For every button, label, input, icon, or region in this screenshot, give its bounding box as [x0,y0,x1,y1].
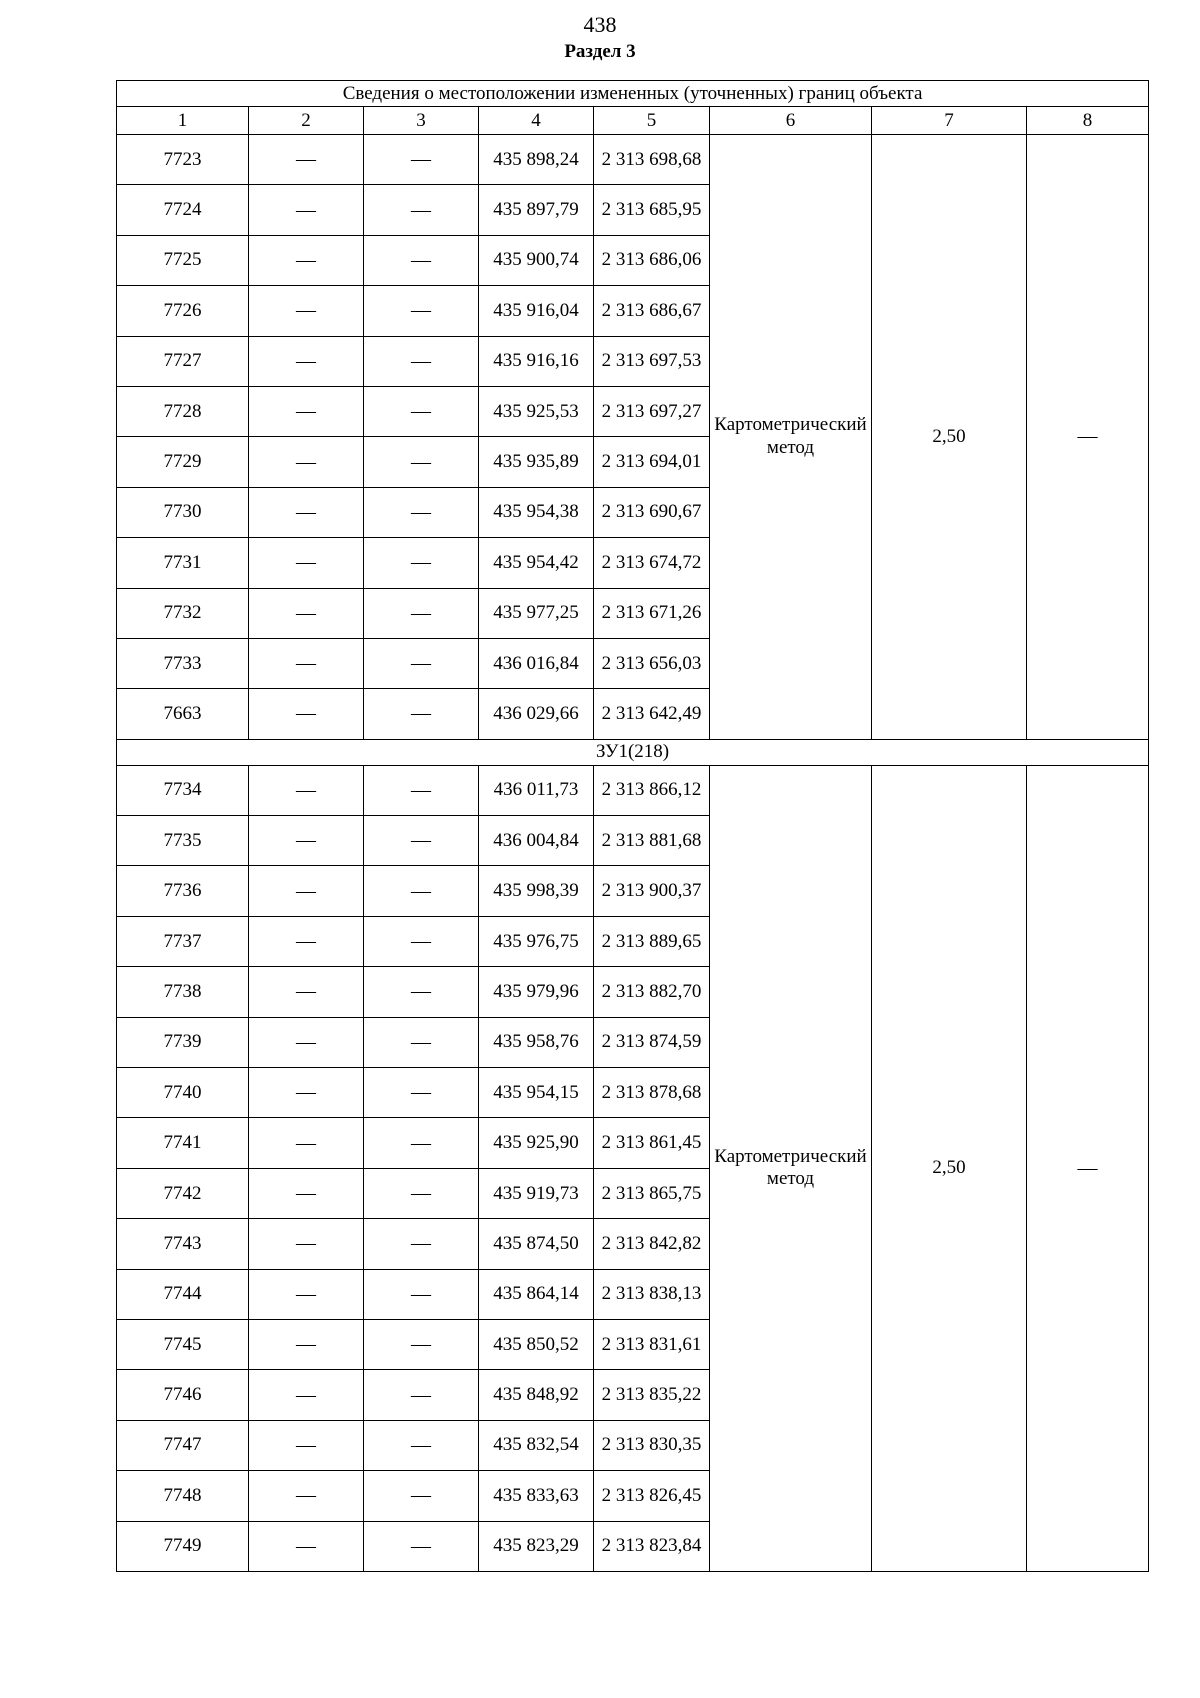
column-number: 4 [479,107,594,135]
column-number-row [117,107,1149,135]
x-coordinate-cell: 435 833,63 [479,1471,594,1521]
y-coordinate-cell: 2 313 835,22 [594,1370,710,1420]
point-number-cell: 7735 [117,816,249,866]
x-coordinate-cell: 435 954,42 [479,538,594,588]
column-2-cell: — [249,967,364,1017]
accuracy-cell: 2,50 [872,135,1027,740]
point-number-cell: 7728 [117,386,249,436]
column-number: 1 [117,107,249,135]
y-coordinate-cell: 2 313 694,01 [594,437,710,487]
column-2-cell: — [249,538,364,588]
table-row [117,135,1149,185]
y-coordinate-cell: 2 313 865,75 [594,1168,710,1218]
point-number-cell: 7738 [117,967,249,1017]
column-3-cell: — [364,866,479,916]
column-8-cell: — [1027,765,1149,1571]
point-number-cell: 7746 [117,1370,249,1420]
column-3-cell: — [364,1420,479,1470]
y-coordinate-cell: 2 313 889,65 [594,916,710,966]
point-number-cell: 7723 [117,135,249,185]
point-number-cell: 7739 [117,1017,249,1067]
column-3-cell: — [364,638,479,688]
y-coordinate-cell: 2 313 842,82 [594,1219,710,1269]
column-2-cell: — [249,135,364,185]
column-2-cell: — [249,1370,364,1420]
column-2-cell: — [249,1319,364,1369]
y-coordinate-cell: 2 313 866,12 [594,765,710,815]
group-label: ЗУ1(218) [117,739,1149,765]
method-cell: Картометрический метод [710,765,872,1571]
column-3-cell: — [364,1168,479,1218]
column-3-cell: — [364,967,479,1017]
point-number-cell: 7744 [117,1269,249,1319]
column-2-cell: — [249,185,364,235]
column-3-cell: — [364,816,479,866]
y-coordinate-cell: 2 313 874,59 [594,1017,710,1067]
y-coordinate-cell: 2 313 685,95 [594,185,710,235]
column-2-cell: — [249,1168,364,1218]
point-number-cell: 7730 [117,487,249,537]
x-coordinate-cell: 436 011,73 [479,765,594,815]
x-coordinate-cell: 435 977,25 [479,588,594,638]
point-number-cell: 7742 [117,1168,249,1218]
table-caption: Сведения о местоположении измененных (уточненных) границ объекта [117,81,1149,107]
column-2-cell: — [249,437,364,487]
column-2-cell: — [249,336,364,386]
x-coordinate-cell: 435 897,79 [479,185,594,235]
point-number-cell: 7732 [117,588,249,638]
x-coordinate-cell: 435 850,52 [479,1319,594,1369]
column-number: 7 [872,107,1027,135]
y-coordinate-cell: 2 313 900,37 [594,866,710,916]
column-number: 6 [710,107,872,135]
y-coordinate-cell: 2 313 826,45 [594,1471,710,1521]
column-2-cell: — [249,1269,364,1319]
boundary-coordinates-table [116,80,1149,1572]
y-coordinate-cell: 2 313 838,13 [594,1269,710,1319]
x-coordinate-cell: 436 004,84 [479,816,594,866]
page-number: 438 [583,12,617,37]
x-coordinate-cell: 435 958,76 [479,1017,594,1067]
x-coordinate-cell: 435 919,73 [479,1168,594,1218]
column-3-cell: — [364,1219,479,1269]
column-2-cell: — [249,1219,364,1269]
column-2-cell: — [249,1471,364,1521]
y-coordinate-cell: 2 313 686,06 [594,235,710,285]
x-coordinate-cell: 435 916,16 [479,336,594,386]
column-3-cell: — [364,135,479,185]
x-coordinate-cell: 435 864,14 [479,1269,594,1319]
column-3-cell: — [364,1471,479,1521]
column-3-cell: — [364,916,479,966]
column-3-cell: — [364,286,479,336]
column-3-cell: — [364,1319,479,1369]
x-coordinate-cell: 436 016,84 [479,638,594,688]
point-number-cell: 7727 [117,336,249,386]
column-3-cell: — [364,1521,479,1571]
x-coordinate-cell: 435 976,75 [479,916,594,966]
y-coordinate-cell: 2 313 878,68 [594,1068,710,1118]
x-coordinate-cell: 435 823,29 [479,1521,594,1571]
column-2-cell: — [249,689,364,739]
point-number-cell: 7743 [117,1219,249,1269]
column-number: 3 [364,107,479,135]
x-coordinate-cell: 435 898,24 [479,135,594,185]
point-number-cell: 7748 [117,1471,249,1521]
x-coordinate-cell: 435 998,39 [479,866,594,916]
column-number: 8 [1027,107,1149,135]
column-3-cell: — [364,1370,479,1420]
column-3-cell: — [364,765,479,815]
point-number-cell: 7729 [117,437,249,487]
column-3-cell: — [364,185,479,235]
column-3-cell: — [364,588,479,638]
column-3-cell: — [364,1269,479,1319]
column-2-cell: — [249,487,364,537]
column-3-cell: — [364,437,479,487]
point-number-cell: 7741 [117,1118,249,1168]
point-number-cell: 7733 [117,638,249,688]
column-2-cell: — [249,1068,364,1118]
column-3-cell: — [364,235,479,285]
column-3-cell: — [364,336,479,386]
point-number-cell: 7749 [117,1521,249,1571]
y-coordinate-cell: 2 313 831,61 [594,1319,710,1369]
column-3-cell: — [364,538,479,588]
column-3-cell: — [364,487,479,537]
group-label-row [117,739,1149,765]
column-2-cell: — [249,816,364,866]
x-coordinate-cell: 435 954,15 [479,1068,594,1118]
column-3-cell: — [364,1118,479,1168]
point-number-cell: 7734 [117,765,249,815]
point-number-cell: 7663 [117,689,249,739]
x-coordinate-cell: 435 925,53 [479,386,594,436]
column-2-cell: — [249,765,364,815]
x-coordinate-cell: 436 029,66 [479,689,594,739]
y-coordinate-cell: 2 313 671,26 [594,588,710,638]
column-8-cell: — [1027,135,1149,740]
column-2-cell: — [249,588,364,638]
column-2-cell: — [249,286,364,336]
x-coordinate-cell: 435 979,96 [479,967,594,1017]
point-number-cell: 7731 [117,538,249,588]
method-cell: Картометрический метод [710,135,872,740]
column-3-cell: — [364,1017,479,1067]
y-coordinate-cell: 2 313 882,70 [594,967,710,1017]
column-2-cell: — [249,1420,364,1470]
column-2-cell: — [249,638,364,688]
y-coordinate-cell: 2 313 656,03 [594,638,710,688]
point-number-cell: 7737 [117,916,249,966]
point-number-cell: 7736 [117,866,249,916]
column-3-cell: — [364,1068,479,1118]
column-2-cell: — [249,1521,364,1571]
accuracy-cell: 2,50 [872,765,1027,1571]
y-coordinate-cell: 2 313 697,27 [594,386,710,436]
column-2-cell: — [249,386,364,436]
y-coordinate-cell: 2 313 881,68 [594,816,710,866]
point-number-cell: 7740 [117,1068,249,1118]
column-2-cell: — [249,1118,364,1168]
y-coordinate-cell: 2 313 861,45 [594,1118,710,1168]
y-coordinate-cell: 2 313 823,84 [594,1521,710,1571]
column-number: 5 [594,107,710,135]
y-coordinate-cell: 2 313 830,35 [594,1420,710,1470]
point-number-cell: 7724 [117,185,249,235]
point-number-cell: 7745 [117,1319,249,1369]
column-2-cell: — [249,1017,364,1067]
x-coordinate-cell: 435 832,54 [479,1420,594,1470]
y-coordinate-cell: 2 313 698,68 [594,135,710,185]
column-2-cell: — [249,916,364,966]
x-coordinate-cell: 435 916,04 [479,286,594,336]
x-coordinate-cell: 435 900,74 [479,235,594,285]
y-coordinate-cell: 2 313 674,72 [594,538,710,588]
section-title: Раздел 3 [564,41,636,62]
point-number-cell: 7726 [117,286,249,336]
column-2-cell: — [249,235,364,285]
column-number: 2 [249,107,364,135]
x-coordinate-cell: 435 935,89 [479,437,594,487]
y-coordinate-cell: 2 313 690,67 [594,487,710,537]
column-3-cell: — [364,689,479,739]
x-coordinate-cell: 435 874,50 [479,1219,594,1269]
column-2-cell: — [249,866,364,916]
x-coordinate-cell: 435 848,92 [479,1370,594,1420]
table-row [117,765,1149,815]
column-3-cell: — [364,386,479,436]
y-coordinate-cell: 2 313 642,49 [594,689,710,739]
y-coordinate-cell: 2 313 697,53 [594,336,710,386]
point-number-cell: 7725 [117,235,249,285]
point-number-cell: 7747 [117,1420,249,1470]
y-coordinate-cell: 2 313 686,67 [594,286,710,336]
x-coordinate-cell: 435 925,90 [479,1118,594,1168]
x-coordinate-cell: 435 954,38 [479,487,594,537]
